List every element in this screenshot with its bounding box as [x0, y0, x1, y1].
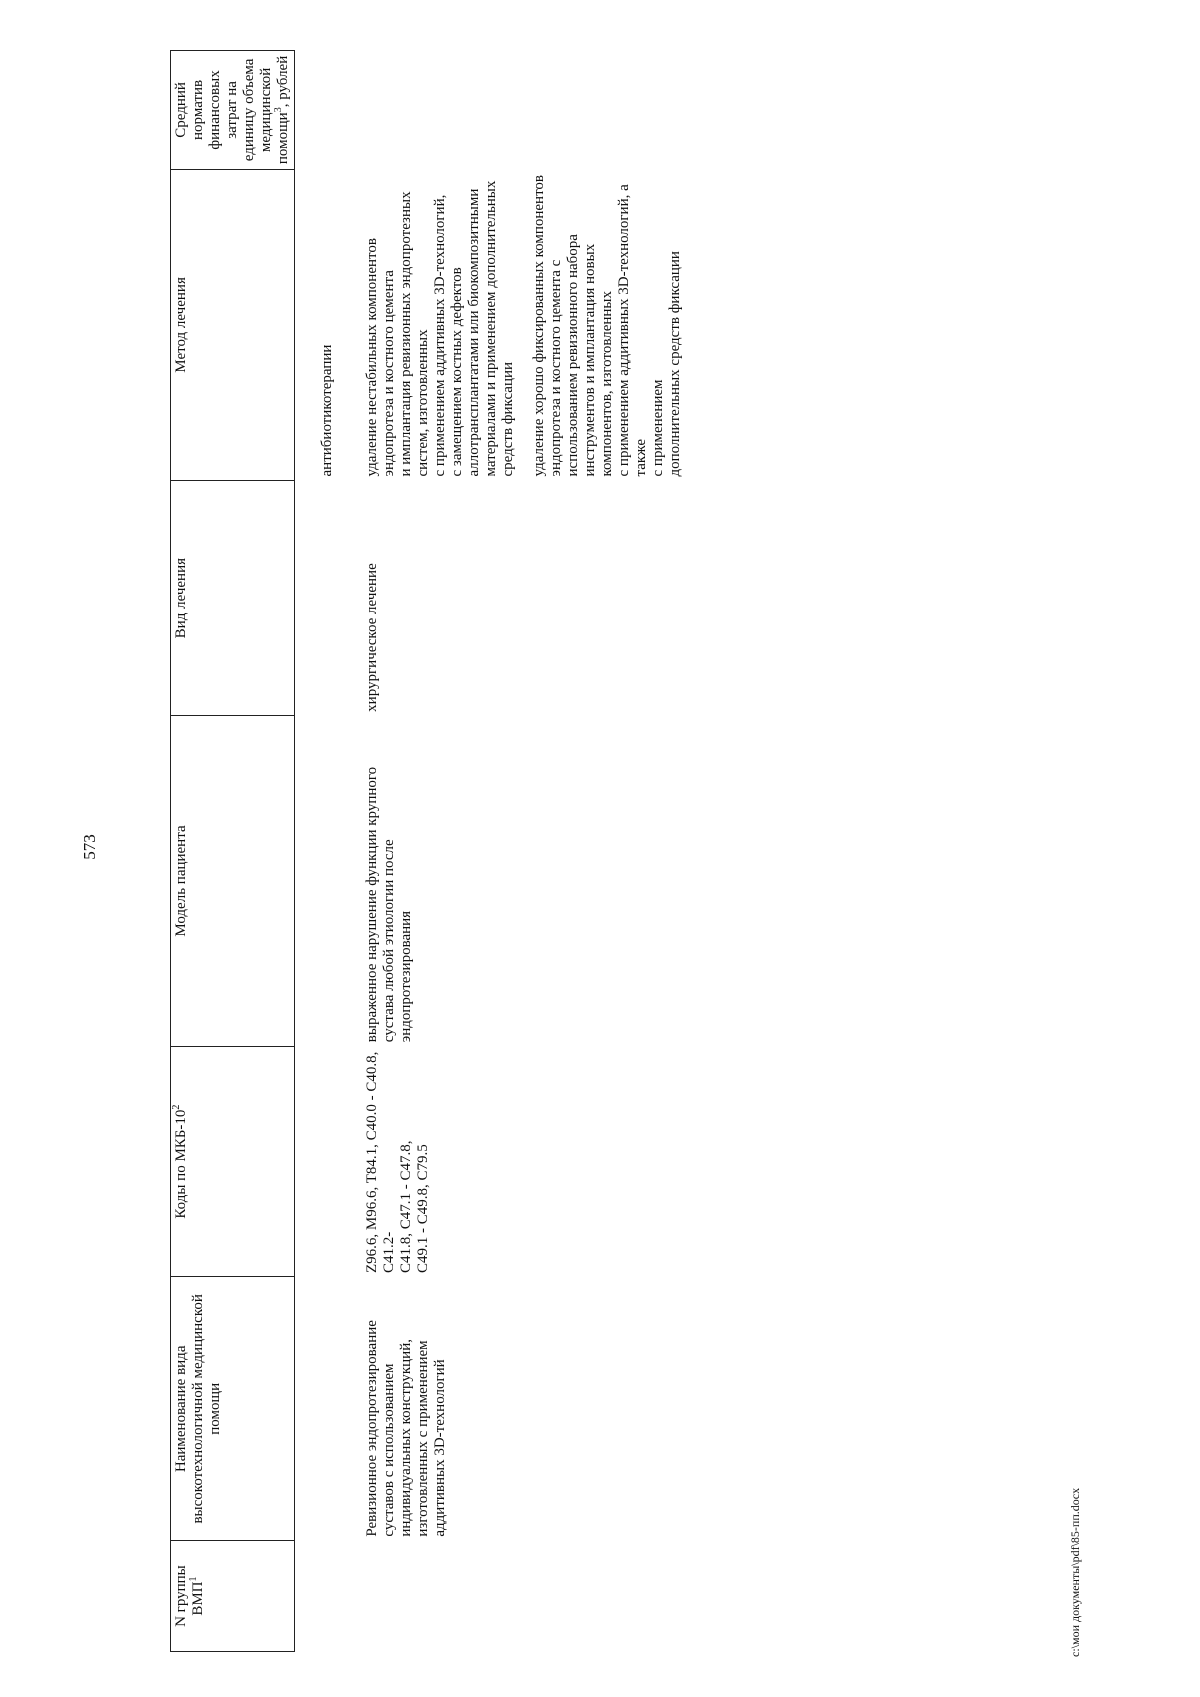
row-cost: [364, 51, 698, 170]
row-methods: [364, 169, 698, 480]
header-codes: Коды по МКБ-$10^2$: [171, 1046, 295, 1277]
continuation-method: антибиотикотерапии: [319, 344, 335, 477]
row-n: [364, 1541, 698, 1652]
header-name: Наименование вида высокотехнологичной медицинской помощи: [171, 1277, 295, 1541]
row-name: Ревизионное эндопротезирование суставов с использованием индивидуальных конструкций, изготовленных с применением аддитивных 3D-технологий: [364, 1320, 448, 1537]
method-item: удаление хорошо фиксированных компонентов эндопротеза и костного цемента с использованием ревизионного набора инструментов и имплантация новых компонентов, изготовленных с применением аддитивных 3D-технологий, а также с применением дополнительных средств фиксации: [531, 174, 683, 477]
table-header-row: [171, 51, 295, 1652]
row-codes: Z96.6, M96.6, T84.1, C40.0 - C40.8, C41.2- C41.8, C47.1 - C47.8, C49.1 - C49.8, C79.5: [364, 1051, 431, 1273]
header-n: N группы ВМП$^1$: [171, 1541, 295, 1652]
header-method: Метод лечения: [171, 169, 295, 480]
continuation-row: [295, 51, 337, 1652]
header-cost: Средний норматив финансовых затрат на единицу объема медицинской помощи$^3$, рублей: [171, 51, 295, 170]
row-model: выраженное нарушение функции крупного сустава любой этиологии после эндопротезирования: [364, 766, 414, 1043]
method-item: удаление нестабильных компонентов эндопротеза и костного цемента и имплантация ревизионных эндопротезных систем, изготовленных с применением аддитивных 3D-технологий, с замещением костных дефектов аллотрансплантатами или биокомпозитными материалами и применением дополнительных средств фиксации: [364, 180, 516, 477]
row-type: хирургическое лечение: [364, 563, 380, 712]
header-type: Вид лечения: [171, 480, 295, 715]
vmp-table: [170, 50, 698, 1652]
header-model: Модель пациента: [171, 716, 295, 1046]
page-number: 573: [80, 834, 99, 860]
table-row: [364, 51, 698, 1652]
footer-file-path: c:\мои документы\pdf\85-пп.docx: [1068, 1487, 1082, 1657]
